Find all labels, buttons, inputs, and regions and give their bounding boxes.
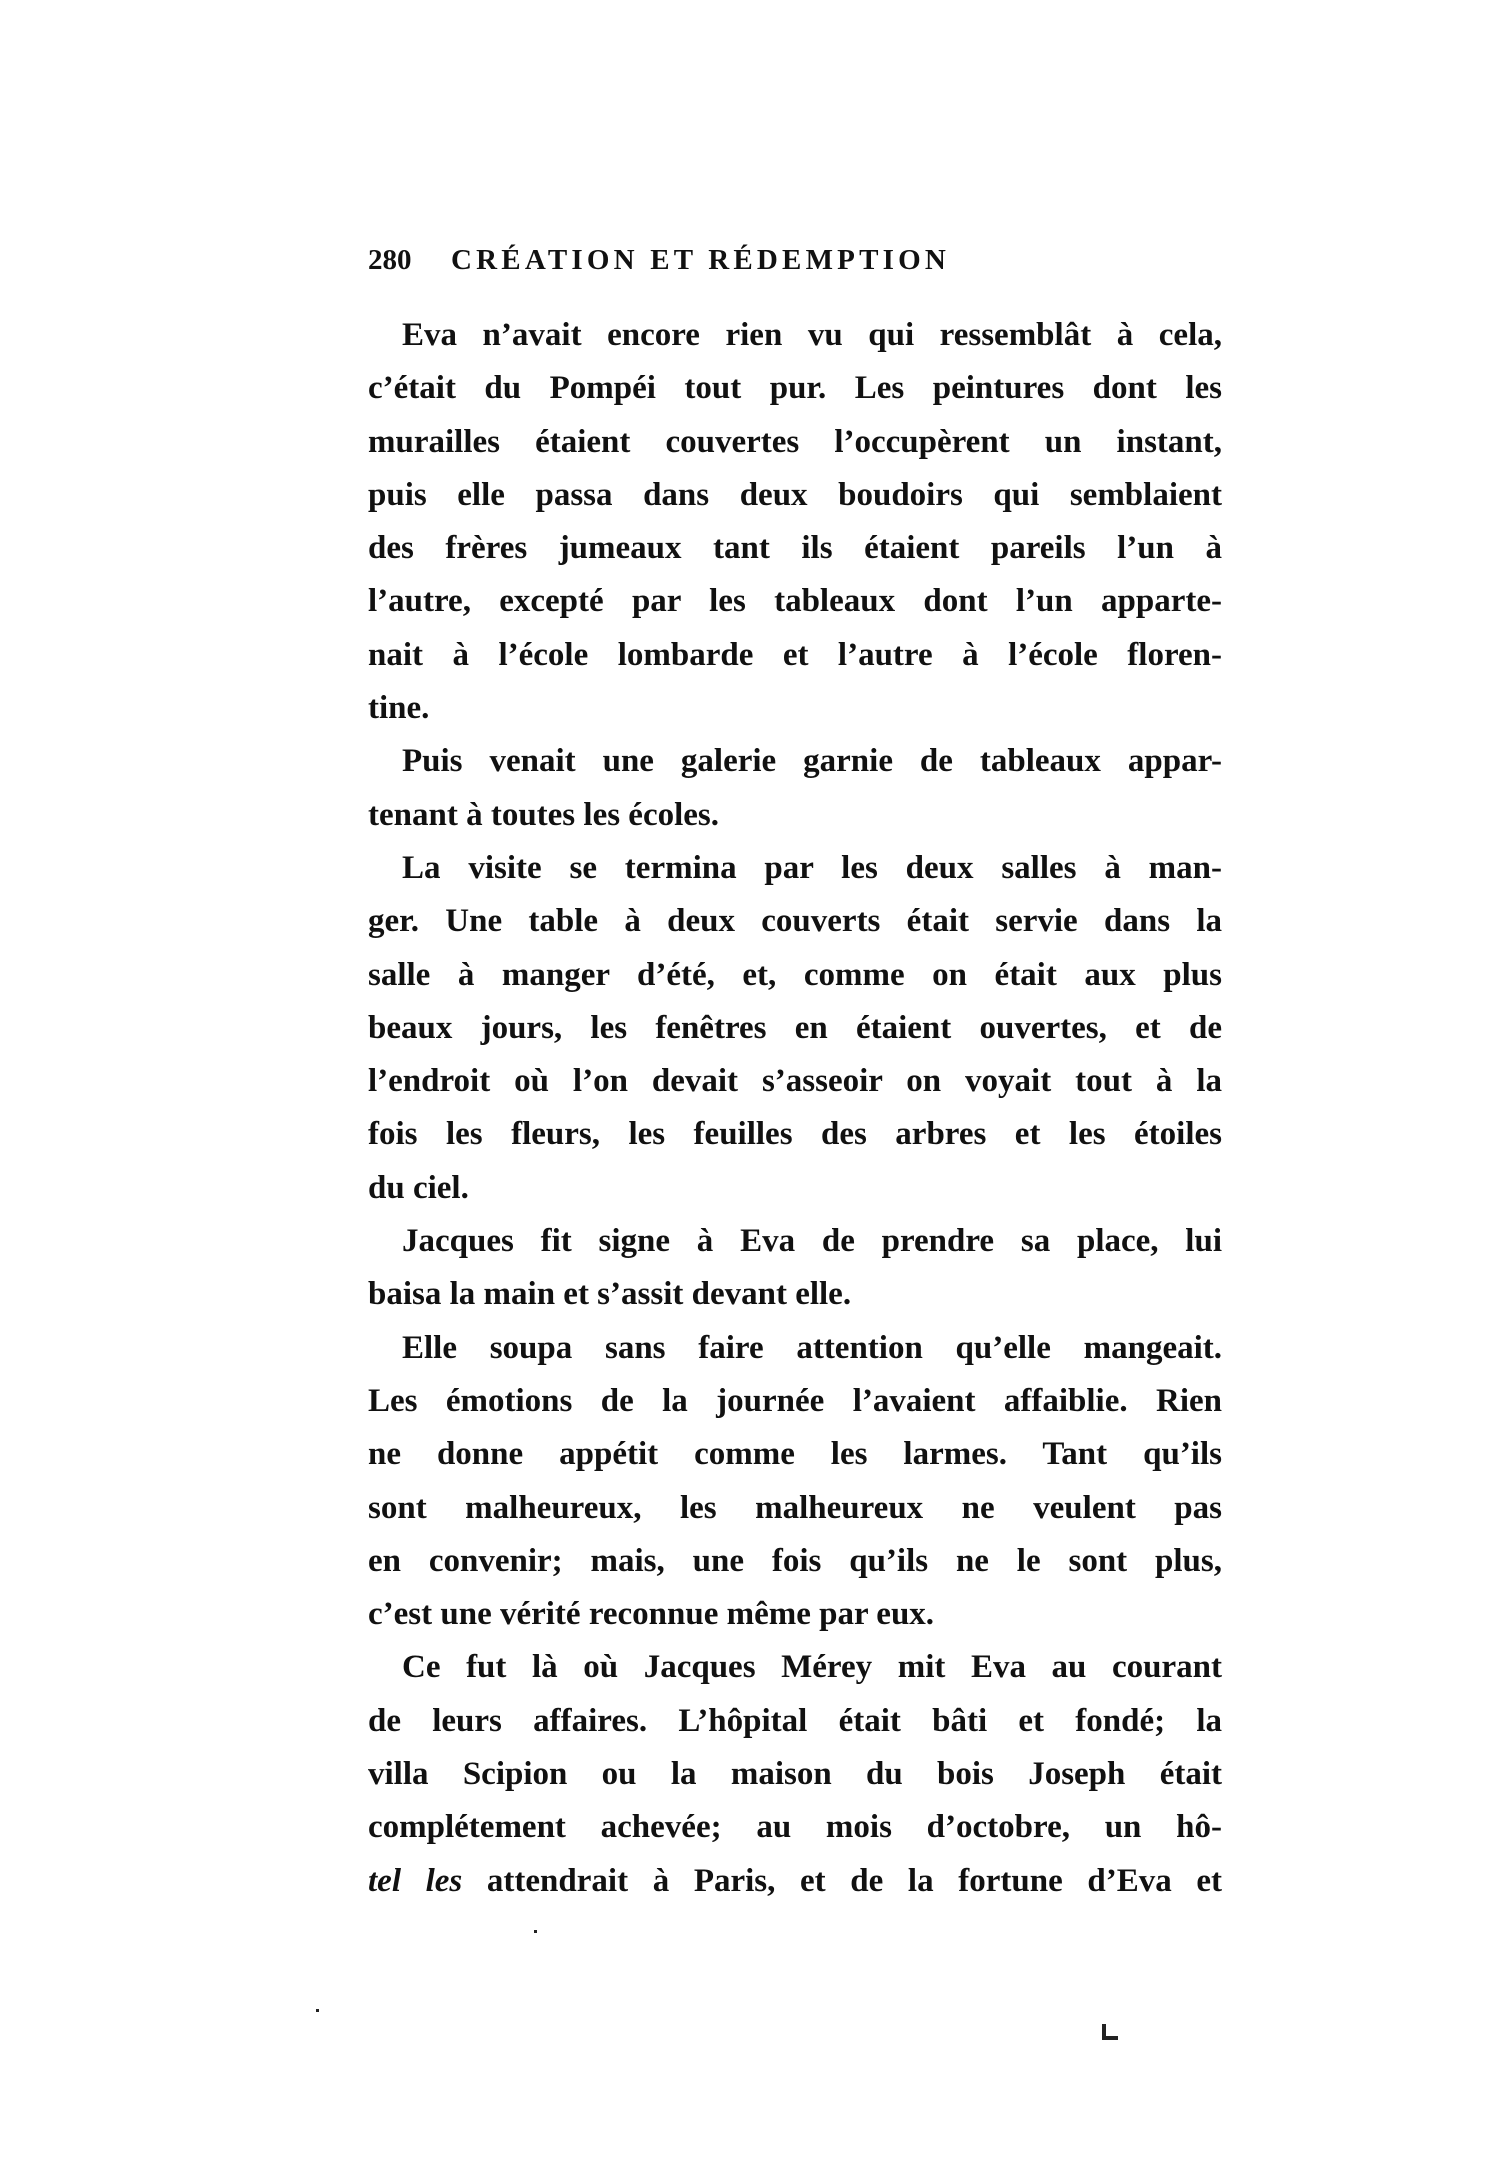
running-title: CRÉATION ET RÉDEMPTION	[451, 244, 950, 276]
text-line: salle à manger d’été, et, comme on était aux plus	[368, 956, 1222, 993]
text-line: c’était du Pompéi tout pur. Les peintures dont les	[368, 370, 1222, 407]
text-line: l’endroit où l’on devait s’asseoir on voyait tout à la	[368, 1063, 1222, 1100]
text-line: fois les fleurs, les feuilles des arbres et les étoiles	[368, 1116, 1222, 1153]
scan-speck	[534, 1930, 537, 1933]
text-line: Ce fut là où Jacques Mérey mit Eva au courant	[402, 1649, 1222, 1686]
text-line: c’est une vérité reconnue même par eux.	[368, 1596, 935, 1633]
body-text	[368, 309, 1222, 1908]
text-line: du ciel.	[368, 1169, 469, 1206]
text-line: tenant à toutes les écoles.	[368, 796, 720, 833]
paragraph	[368, 1641, 1222, 1907]
text-line: Jacques fit signe à Eva de prendre sa place, lui	[402, 1223, 1222, 1260]
text-line: des frères jumeaux tant ils étaient pareils l’un à	[368, 530, 1222, 567]
text-line: La visite se termina par les deux salles à man-	[402, 849, 1222, 886]
text-line: puis elle passa dans deux boudoirs qui semblaient	[368, 476, 1222, 513]
text-line: de leurs affaires. L’hôpital était bâti et fondé; la	[368, 1702, 1222, 1739]
scan-mark	[1102, 2036, 1118, 2040]
paragraph	[368, 842, 1222, 1215]
text-line: Puis venait une galerie garnie de tableaux appar-	[402, 743, 1222, 780]
text-line	[368, 1855, 1222, 1908]
text-line: en convenir; mais, une fois qu’ils ne le sont plus,	[368, 1542, 1222, 1579]
running-header	[368, 244, 1088, 284]
paragraph	[368, 1215, 1222, 1322]
text-line: nait à l’école lombarde et l’autre à l’école floren-	[368, 636, 1222, 673]
text-line: l’autre, excepté par les tableaux dont l’un apparte-	[368, 583, 1222, 620]
text-line: ger. Une table à deux couverts était servie dans la	[368, 903, 1222, 940]
text-line: murailles étaient couvertes l’occupèrent un instant,	[368, 423, 1222, 460]
text-line: complétement achevée; au mois d’octobre, un hô-	[368, 1809, 1222, 1846]
text-line: ne donne appétit comme les larmes. Tant qu’ils	[368, 1436, 1222, 1473]
paragraph	[368, 1322, 1222, 1642]
text-line: beaux jours, les fenêtres en étaient ouvertes, et de	[368, 1009, 1222, 1046]
paragraph	[368, 735, 1222, 842]
text-line: tine.	[368, 690, 430, 727]
text-line: Elle soupa sans faire attention qu’elle mangeait.	[402, 1329, 1222, 1366]
text-segment: attendrait à Paris, et de la fortune d’Eva et	[462, 1862, 1222, 1899]
text-line: villa Scipion ou la maison du bois Joseph était	[368, 1756, 1222, 1793]
text-line: baisa la main et s’assit devant elle.	[368, 1276, 852, 1313]
scan-speck	[316, 2009, 319, 2012]
text-line: Les émotions de la journée l’avaient affaiblie. Rien	[368, 1382, 1222, 1419]
italic-text: tel les	[368, 1862, 463, 1899]
text-line: Eva n’avait encore rien vu qui ressemblât à cela,	[402, 317, 1222, 353]
paragraph	[368, 309, 1222, 735]
text-line: sont malheureux, les malheureux ne veulent pas	[368, 1489, 1222, 1526]
page-number: 280	[368, 244, 412, 276]
